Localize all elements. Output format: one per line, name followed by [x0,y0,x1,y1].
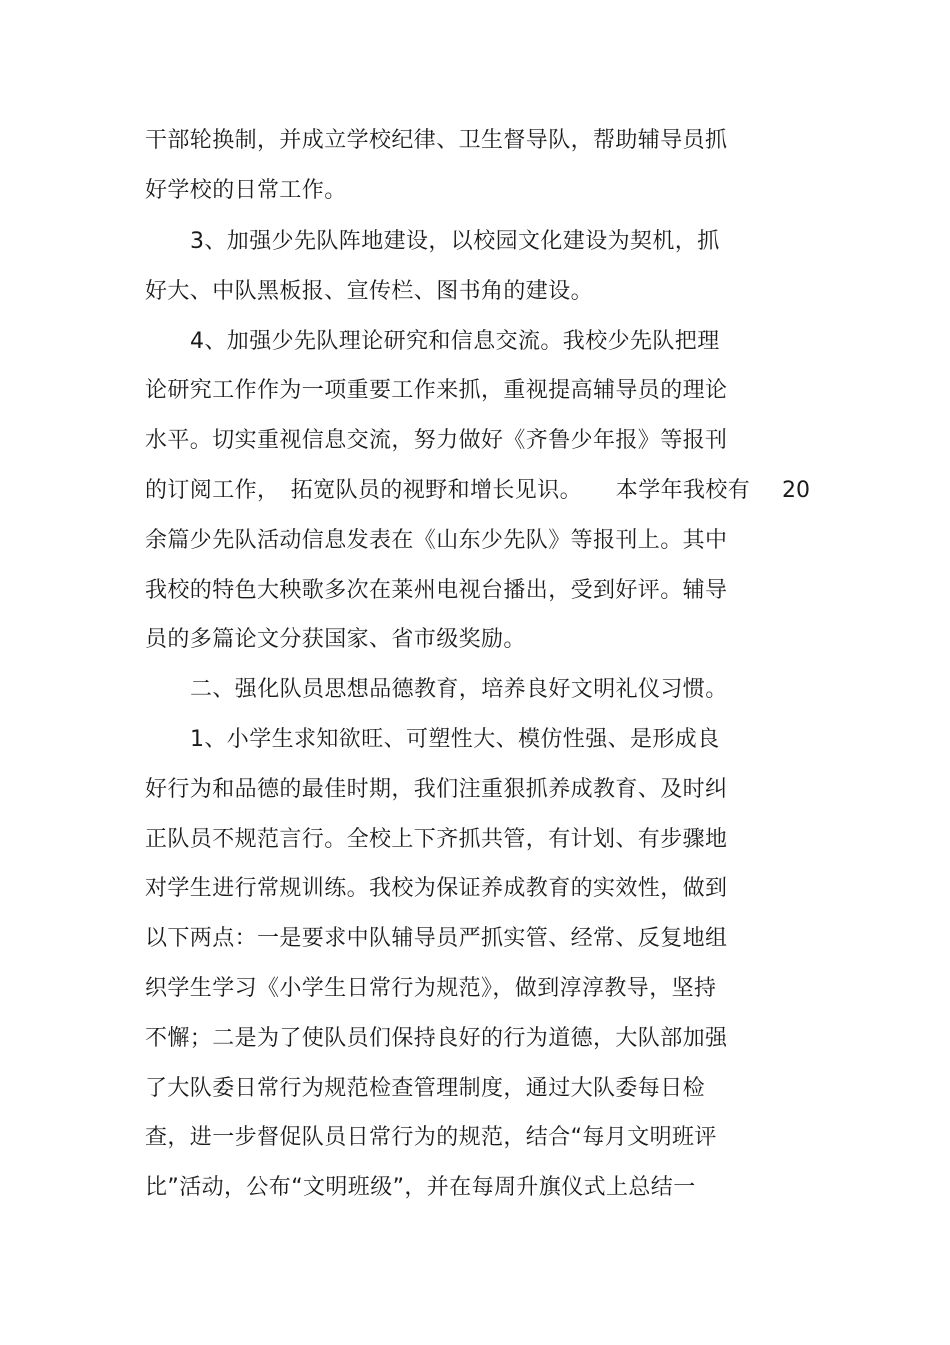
text-line: 余篇少先队活动信息发表在《山东少先队》等报刊上。其中 [145,528,728,553]
text-line: 不懈；二是为了使队员们保持良好的行为道德，大队部加强 [145,1026,728,1051]
section-heading: 二、强化队员思想品德教育，培养良好文明礼仪习惯。 [190,677,728,702]
text-line: 比”活动，公布“文明班级”，并在每周升旗仪式上总结一 [145,1175,696,1200]
text-line: 对学生进行常规训练。我校为保证养成教育的实效性，做到 [145,876,728,901]
text-line: 了大队委日常行为规范检查管理制度，通过大队委每日检 [145,1076,706,1101]
text-line: 3、加强少先队阵地建设，以校园文化建设为契机，抓 [190,229,720,254]
text-line: 查，进一步督促队员日常行为的规范，结合“每月文明班评 [145,1125,717,1150]
text-line: 的订阅工作， 拓宽队员的视野和增长见识。 本学年我校有 [145,478,751,503]
text-line: 干部轮换制，并成立学校纪律、卫生督导队，帮助辅导员抓 [145,128,728,153]
text-line: 1、小学生求知欲旺、可塑性大、模仿性强、是形成良 [190,727,720,752]
text-line: 正队员不规范言行。全校上下齐抓共管，有计划、有步骤地 [145,827,728,852]
text-line: 论研究工作作为一项重要工作来抓，重视提高辅导员的理论 [145,378,728,403]
margin-number: 20 [782,478,810,503]
text-line: 员的多篇论文分获国家、省市级奖励。 [145,627,526,652]
text-line: 好学校的日常工作。 [145,178,347,203]
text-line: 以下两点：一是要求中队辅导员严抓实管、经常、反复地组 [145,926,728,951]
text-line: 我校的特色大秧歌多次在莱州电视台播出，受到好评。辅导 [145,578,728,603]
text-line: 好行为和品德的最佳时期，我们注重狠抓养成教育、及时纠 [145,777,728,802]
text-line: 好大、中队黑板报、宣传栏、图书角的建设。 [145,279,594,304]
text-line: 织学生学习《小学生日常行为规范》，做到淳淳教导，坚持 [145,976,717,1001]
text-line: 4、加强少先队理论研究和信息交流。我校少先队把理 [190,329,720,354]
text-line: 水平。切实重视信息交流，努力做好《齐鲁少年报》等报刊 [145,428,728,453]
